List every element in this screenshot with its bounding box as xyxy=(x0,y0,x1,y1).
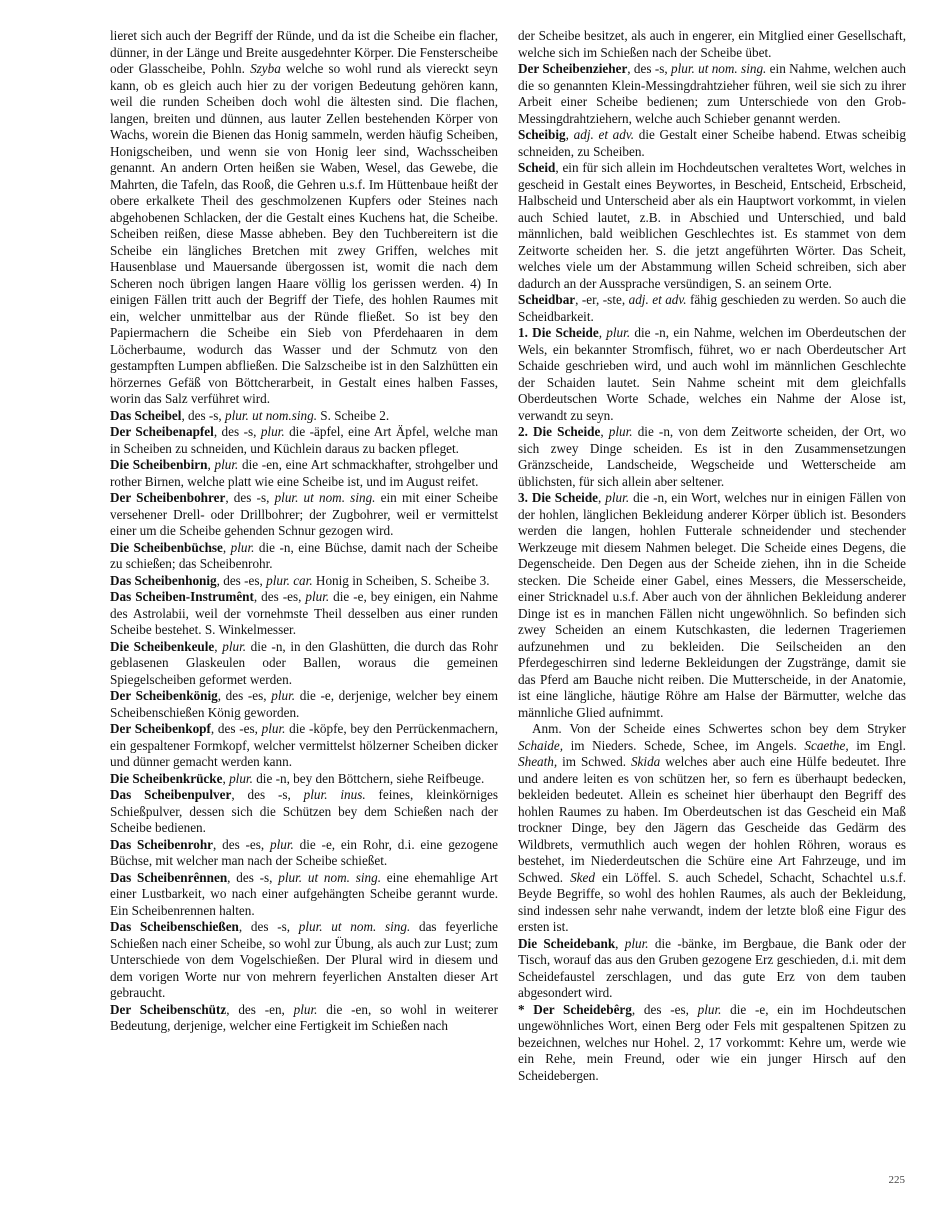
dictionary-entry xyxy=(110,721,498,771)
entry-headword: 3. Die Scheide xyxy=(518,490,599,505)
entry-headword: Die Scheibenkeule xyxy=(110,638,215,654)
entry-text: die -en, so wohl in weiterer Bedeutung, derjenige, welcher eine Fertigkeit im Schießen nach xyxy=(110,1001,499,1033)
entry-italic-text: Sked xyxy=(570,869,595,885)
dictionary-entry xyxy=(110,490,498,540)
entry-italic-text: plur. xyxy=(230,539,255,555)
dictionary-entry xyxy=(110,787,498,837)
entry-headword: Das Scheiben-Instrumênt xyxy=(110,589,254,604)
dictionary-entry xyxy=(110,573,498,590)
entry-headword: Das Scheibenschießen xyxy=(110,919,239,934)
dictionary-entry xyxy=(518,325,906,424)
entry-text: , des -en, xyxy=(226,1001,294,1017)
entry-text: , des -s, xyxy=(225,490,275,505)
dictionary-entry xyxy=(518,1002,906,1085)
dictionary-entry xyxy=(110,919,498,1002)
dictionary-entry xyxy=(110,28,498,408)
entry-text: welches aber auch eine Hülfe bedeutet. Ihre und andere leiten es von schützen her, so fern es überhaupt bedecken, bekleiden bedeutet. Allein es scheinet hier überhaupt den Begriff des hohlen Raumes zu haben. Im Oberdeutschen ist das Gescheid ein Maß trockner Dinge, bey den Jägern das Gescheide das Gedärm des Wildbrets, vermuthlich auch wegen der hohlen Röhren, woraus es bestehet, im Niederdeutschen die Schüre eine Art Fahrzeuge, und im Schwed. xyxy=(518,754,906,885)
entry-text: , -er, -ste, xyxy=(575,292,629,307)
entry-text: der Scheibe besitzet, als auch in engerer, ein Mitglied einer Gesellschaft, welche sich im Schießen nach der Scheibe übet. xyxy=(518,28,906,60)
entry-headword: Der Scheibenkönig xyxy=(110,688,218,703)
entry-headword: Der Scheibenkopf xyxy=(110,721,211,736)
entry-text: fähig geschieden zu werden. So auch die Scheidbarkeit. xyxy=(518,292,907,324)
entry-headword: Die Scheibenkrücke xyxy=(110,770,223,786)
entry-text: , des -es, xyxy=(216,572,267,588)
entry-italic-text: Schaide, xyxy=(518,737,564,753)
entry-text: im Schwed. xyxy=(557,754,631,769)
entry-italic-text: plur. xyxy=(608,424,633,439)
entry-text: , des -es, xyxy=(217,688,272,703)
entry-text: , des -es, xyxy=(210,721,262,736)
dictionary-entry xyxy=(110,540,498,573)
entry-text: , des -es, xyxy=(253,589,306,604)
dictionary-entry xyxy=(518,127,906,160)
entry-text: Honig in Scheiben, S. Scheibe 3. xyxy=(312,572,490,588)
entry-headword: Die Scheidebank xyxy=(518,935,616,951)
entry-text: die -e, bey einigen, ein Nahme des Astrolabii, weil der vornehmste Theil desselben aus einer runden Scheibe bestehet. S. Winkelmesser. xyxy=(110,589,498,637)
entry-italic-text: plur. car. xyxy=(266,572,313,588)
entry-italic-text: Sheath, xyxy=(518,754,558,769)
entry-text: , xyxy=(222,539,231,555)
page-number: 225 xyxy=(888,1174,905,1186)
dictionary-entry xyxy=(518,28,906,61)
entry-text: , xyxy=(565,127,574,142)
entry-text: die -bänke, im Bergbaue, die Bank oder der Tisch, worauf das aus den Gruben gezogene Erz geschieden, d.i. mit dem Scheidefaustel zerschlagen, und das gute Erz von dem tauben abgesondert wird. xyxy=(518,935,907,1000)
entry-headword: 1. Die Scheide xyxy=(518,325,599,340)
entry-italic-text: plur. xyxy=(261,721,286,736)
entry-italic-text: plur. xyxy=(305,589,330,604)
entry-text: , xyxy=(222,770,230,786)
entry-text: die -n, in den Glashütten, die durch das Rohr geblasenen Glaskeulen oder Ballen, woraus die gemeinen Spiegelscheiben geformet werden. xyxy=(110,638,499,687)
entry-text: das feyerliche Schießen nach einer Scheibe, so wohl zur Übung, als auch zur Lust; zum Unterschiede von dem Vogelschießen. Der Plural wird in diesem und dem vorigen Worte nur von mehrern feyerlichen Anstalten dieser Art gebraucht. xyxy=(110,919,498,1000)
entry-text: , des -s, xyxy=(227,869,279,885)
dictionary-entry xyxy=(110,688,498,721)
entry-text: , xyxy=(598,325,607,340)
entry-text: , ein für sich allein im Hochdeutschen veraltetes Wort, welches in gescheid in Gestalt eines Beywortes, in Bescheid, Entscheid, Erbscheid, Halbscheid und Unterscheid aber als ein Hauptwort vorkommt, in vielen auch Schied lautet, z.B. in Abschied und Unterschied, und bald männlichen, bald weiblichen Geschlechtes ist. Es stammet von dem Zeitworte scheiden her. S. die jetzt angeführten Wörter. Das Scheit, welches viele um der Abstammung willen Scheid schreiben, sich aber dadurch an der Aussprache versündigen, S. an seinem Orte. xyxy=(518,160,906,291)
entry-italic-text: plur. ut nom. sing. xyxy=(298,919,411,934)
entry-text: die -n, ein Wort, welches nur in einigen Fällen von der hohlen, länglichen Bekleidung anderer Körper üblich ist. Besonders werden die langen, hohlen Futterale schneidender und stechender Werkzeuge mit diesem Nahmen beleget. Die Scheide eines Degens, die Degenscheide. Den Degen aus der Scheide ziehen, ihn in die Scheide stecken. Die Scheide einer Gabel, eines Messers, die Messerscheide, einer Stricknadel u.s.f. Aber auch von der ähnlichen Bekleidung anderer Dinge ist es in manchen Fällen nicht ungewöhnlich. So befinden sich zwey Scheiden an einem Kutschkasten, die ledernen Trageriemen aufzunehmen und zu bekleiden. Die Seilscheiden an den Pferdegeschirren sind lederne Bekleidungen der Zugstränge, damit sie das Pferd am Bauche nicht reiben. Die Mutterscheide, in der Anatomie, ist eine längliche, häutige Röhre am Halse der Bärmutter, welche das männliche Glied aufnimmt. xyxy=(518,490,906,720)
entry-text: die -köpfe, bey den Perrückenmachern, ein gespaltener Formkopf, welcher vermittelst hölzerner Scheiben dicker und dünner gemacht werden kann. xyxy=(110,721,498,769)
entry-headword: Das Scheibenhonig xyxy=(110,572,217,588)
dictionary-entry xyxy=(110,1002,498,1035)
entry-italic-text: Szyba xyxy=(250,61,281,76)
dictionary-entry xyxy=(110,457,498,490)
entry-italic-text: Scaethe, xyxy=(804,737,849,753)
entry-text: die -äpfel, eine Art Äpfel, welche man in Scheiben zu schneiden, und Küchlein daraus zu backen pfleget. xyxy=(110,424,499,456)
entry-text: ein Löffel. S. auch Schedel, Schacht, Schachtel u.s.f. Beyde Begriffe, so wohl des hohlen Raumes, als auch der Bekleidung, sind indessen sehr nahe verwandt, indem der letzte bloß eine Figur des ersten ist. xyxy=(518,869,906,934)
entry-italic-text: plur. xyxy=(229,770,253,786)
entry-italic-text: plur. xyxy=(293,1001,318,1017)
entry-text: die -e, derjenige, welcher bey einem Scheibenschießen König geworden. xyxy=(110,688,498,720)
entry-italic-text: adj. et adv. xyxy=(628,292,687,307)
entry-headword: Die Scheibenbüchse xyxy=(110,539,223,555)
entry-headword: Das Scheibenrênnen xyxy=(110,869,228,885)
entry-text: ein mit einer Scheibe versehener Drell- oder Drillbohrer; der Zugbohrer, weil er vermittelst einer um die Scheibe gehenden Schnur gezogen wird. xyxy=(110,490,498,538)
dictionary-entry xyxy=(110,870,498,920)
left-column xyxy=(110,28,498,1035)
entry-italic-text: plur. xyxy=(271,688,296,703)
entry-headword: Scheidbar xyxy=(518,292,576,307)
entry-headword: * Der Scheidebêrg xyxy=(518,1001,632,1017)
entry-headword: Scheibig xyxy=(518,127,566,142)
entry-text: die -n, eine Büchse, damit nach der Scheibe zu schießen; das Scheibenrohr. xyxy=(110,539,498,571)
entry-text: , xyxy=(207,457,215,472)
entry-italic-text: plur. ut nom. sing. xyxy=(274,490,376,505)
entry-headword: Das Scheibel xyxy=(110,407,182,423)
dictionary-entry xyxy=(518,936,906,1002)
dictionary-entry xyxy=(110,424,498,457)
entry-text: die -n, ein Nahme, welchen im Oberdeutschen der Wels, ein bekannter Stromfisch, führet, wo er nach Oberdeutscher Art Schaide geschrieben wird, und auch wohl im männlichen Geschlechte der Schaiden lautet. Sein Nahme scheint mit dem gleichfalls Oberdeutschen Worte Schade, welches ein Nahme der Alose ist, verwandt zu seyn. xyxy=(518,325,906,423)
entry-text: die -e, ein im Hochdeutschen ungewöhnliches Wort, einen Berg oder Fels mit gespaltenen Spitzen zu bezeichnen, welches nur Hohel. 2, 17 vorkommt: Kehre um, werde wie ein Rehe, mein Freund, oder wie ein junger Hirsch auf den Scheidebergen. xyxy=(518,1001,906,1083)
entry-text: die -en, eine Art schmackhafter, strohgelber und rother Birnen, welche platt wie eine Scheibe ist, und im August reifet. xyxy=(110,457,498,489)
entry-text: die -n, bey den Böttchern, siehe Reifbeuge. xyxy=(252,770,485,786)
entry-text: im Engl. xyxy=(848,737,906,753)
dictionary-entry xyxy=(518,292,906,325)
dictionary-entry xyxy=(518,160,906,292)
dictionary-entry xyxy=(110,639,498,689)
entry-italic-text: plur. ut nom. sing. xyxy=(278,869,381,885)
dictionary-entry xyxy=(518,490,906,721)
entry-headword: Der Scheibenzieher xyxy=(518,61,628,76)
entry-italic-text: plur. inus. xyxy=(303,787,366,802)
right-column xyxy=(518,28,906,1084)
entry-text: im Nieders. Schede, Schee, im Angels. xyxy=(563,737,805,753)
dictionary-entry xyxy=(110,837,498,870)
entry-text: Anm. Von der Scheide eines Schwertes schon bey dem Stryker xyxy=(532,721,906,736)
entry-text: ein Nahme, welchen auch die so genannten Klein-Messingdrahtzieher führen, weil sie sich zu ihrer Arbeit einer Scheibe bedienen; zum Unterschiede von den Grob-Messingdrahtziehern, welche auch Schieber genannt werden. xyxy=(518,61,906,126)
entry-headword: Der Scheibenbohrer xyxy=(110,490,226,505)
entry-text: , des -s, xyxy=(213,424,261,439)
entry-text: , des -es, xyxy=(631,1001,698,1017)
entry-text: welche so wohl rund als viereckt seyn kann, ob es gleich auch hier zu der vorigen Bedeutung gehören kann, weil die runden Scheiben doch wohl die ältesten sind. Die flachen, langen, breiten und dünnen, aus lauter Zellen bestehenden Körper von Wachs, worein die Bienen das Honig sammeln, werden häufig Scheiben, Honigscheiben, und wenn sie von Honig leer sind, Wachsscheiben genannt. An andern Orten heißen sie Waben, Wesel, das Gewebe, die Mahrten, die Tafeln, das Rooß, die Gehren u.s.f. Im Hüttenbaue heißt der obere erkalkete Theil des geschmolzenen Kupfers oder Steines nach abgehobenen Schlacken, der die Gestalt eines Kuchens hat, die Scheibe. Scheiben reißen, diese Masse abheben. Bey den Tuchbereitern ist die Scheibe ein längliches Bretchen mit zwey Griffen, welches mit Hausenblase und Mauersande übergossen ist, womit die nach dem Scheren noch übrigen langen Haare völlig los gerissen werden. 4) In einigen Fällen tritt auch der Begriff der Tiefe, des hohlen Raumes mit ein, welcher unmittelbar aus der Ründe fließet. So ist bey den Papiermachern die Scheibe ein Sieb von Pferdehaaren in dem Löcherbaume, wodurch das Wasser und der Schmutz von den gestampften Lumpen abfließen. Die Salzscheibe ist in den Salzhütten ein hörzernes Gefäß von Böttcherarbeit, in Gestalt eines halben Fasses, worin das Salz verführet wird. xyxy=(110,61,498,406)
entry-text: eine ehemahlige Art einer Lustbarkeit, wo nach einer aufgehängten Scheibe gerannt wurde. Ein Scheibenrennen halten. xyxy=(110,869,498,918)
entry-text: , xyxy=(214,638,223,654)
dictionary-entry xyxy=(110,408,498,425)
entry-text: , des -s, xyxy=(231,787,304,802)
entry-headword: Die Scheibenbirn xyxy=(110,457,208,472)
entry-headword: Der Scheibenapfel xyxy=(110,424,214,439)
entry-text: feines, kleinkörniges Schießpulver, dessen sich die Schützen bey dem Schießen nach der Scheibe bedienen. xyxy=(110,787,498,835)
entry-text: , xyxy=(598,490,606,505)
entry-text: , des -s, xyxy=(627,61,671,76)
dictionary-entry xyxy=(110,589,498,639)
entry-italic-text: plur. ut nom.sing. xyxy=(225,407,317,423)
entry-italic-text: plur. xyxy=(270,836,294,852)
dictionary-entry xyxy=(110,771,498,788)
entry-text: die -e, ein Rohr, d.i. eine gezogene Büchse, mit welcher man nach der Scheibe schießet. xyxy=(110,836,498,868)
entry-text: , xyxy=(615,935,625,951)
entry-italic-text: adj. et adv. xyxy=(573,127,635,142)
entry-italic-text: plur. xyxy=(222,638,247,654)
entry-headword: Das Scheibenrohr xyxy=(110,836,214,852)
entry-headword: Scheid xyxy=(518,160,556,175)
dictionary-entry xyxy=(518,721,906,936)
entry-italic-text: plur. xyxy=(624,935,649,951)
entry-italic-text: plur. xyxy=(605,490,630,505)
entry-italic-text: plur. xyxy=(214,457,239,472)
entry-headword: Das Scheibenpulver xyxy=(110,787,232,802)
entry-text: die Gestalt einer Scheibe habend. Etwas scheibig schneiden, zu Scheiben. xyxy=(518,127,907,159)
entry-text: , xyxy=(600,424,609,439)
entry-headword: Der Scheibenschütz xyxy=(110,1001,227,1017)
entry-text: die -n, von dem Zeitworte scheiden, der Ort, wo sich zwey Dinge scheiden. Es ist in den Zusammensetzungen Gränzscheide, Landscheide, Wegscheide und Wetterscheide am üblichsten, für sich allein aber seltener. xyxy=(518,424,906,489)
entry-text: S. Scheibe 2. xyxy=(317,407,390,423)
entry-text: lieret sich auch der Begriff der Ründe, und da ist die Scheibe ein flacher, dünner, in der Länge und Breite ausgedehnter Körper. Die Fensterscheibe oder Glasscheibe, Pohln. xyxy=(110,28,498,76)
entry-text: , des -s, xyxy=(181,407,226,423)
entry-text: , des -es, xyxy=(213,836,270,852)
entry-text: , des -s, xyxy=(238,919,299,934)
dictionary-entry xyxy=(518,61,906,127)
entry-italic-text: plur. xyxy=(260,424,285,439)
entry-headword: 2. Die Scheide xyxy=(518,424,601,439)
dictionary-entry xyxy=(518,424,906,490)
entry-italic-text: Skida xyxy=(630,754,661,769)
entry-italic-text: plur. xyxy=(606,325,631,340)
entry-italic-text: plur. ut nom. sing. xyxy=(670,61,767,76)
entry-italic-text: plur. xyxy=(697,1001,722,1017)
